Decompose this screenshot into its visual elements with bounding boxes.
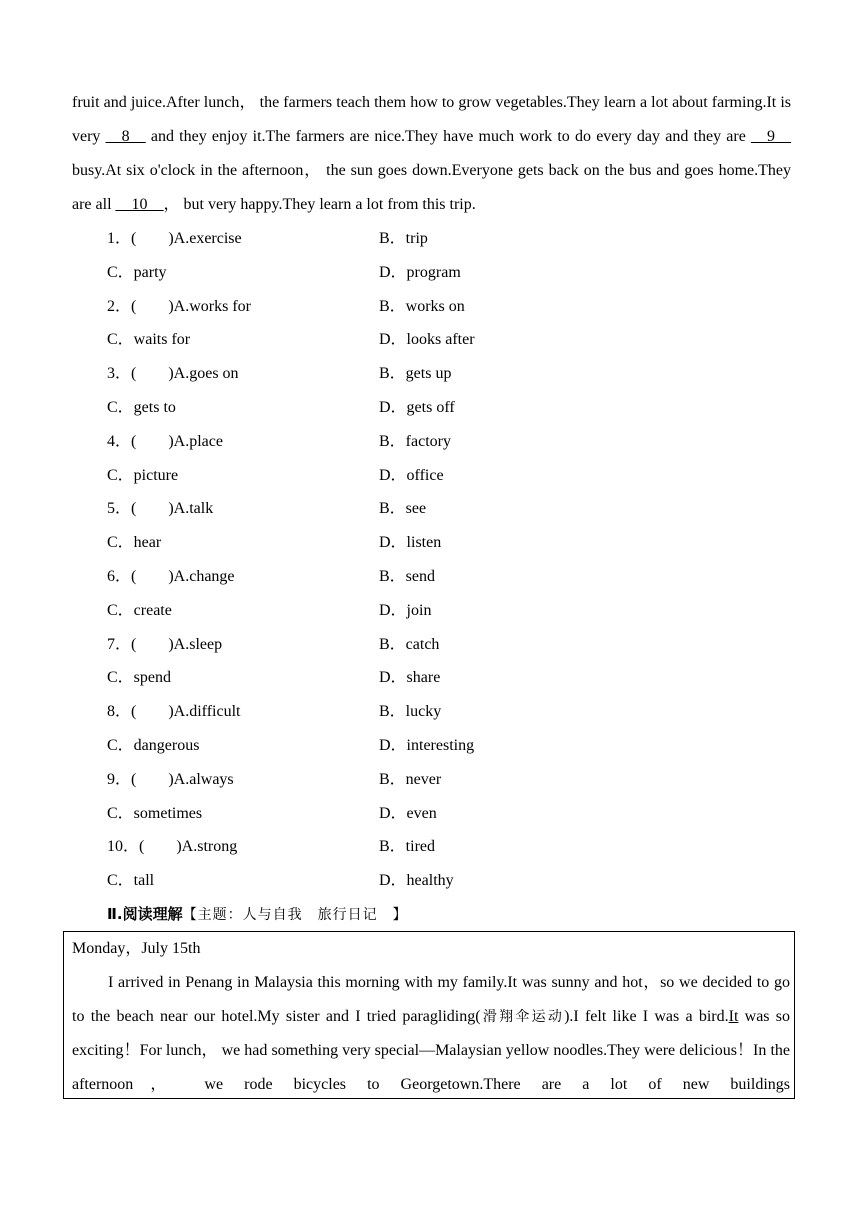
option-c: C．party	[107, 263, 167, 281]
diary-body	[72, 966, 790, 1102]
diary-chinese-gloss: 滑翔伞运动	[480, 1009, 565, 1025]
question-row	[107, 797, 607, 831]
option-c: C．tall	[107, 872, 155, 890]
diary-text-1: I arrived in Penang in Malaysia this morning with my family.It was sunny and hot，so we decided to go to the beach near our hotel.My sister and I tried paragliding(	[72, 974, 791, 1025]
question-option-a: 6．( )A.change	[107, 567, 235, 585]
question-row	[107, 661, 607, 695]
option-b: B．never	[379, 770, 442, 788]
question-options	[107, 222, 607, 898]
option-d: D．interesting	[379, 736, 475, 754]
question-row	[107, 695, 607, 729]
blank-9: __9__	[751, 128, 792, 145]
option-c: C．gets to	[107, 398, 176, 416]
question-option-a: 1．( )A.exercise	[107, 230, 242, 247]
option-c: C．dangerous	[107, 736, 200, 754]
option-b: B．send	[379, 567, 436, 585]
question-option-a: 8．( )A.difficult	[107, 703, 241, 721]
option-d: D．healthy	[379, 872, 454, 890]
option-b: B．tired	[379, 838, 435, 856]
option-c: C．sometimes	[107, 804, 203, 822]
question-row	[107, 222, 607, 256]
question-option-a: 9．( )A.always	[107, 770, 234, 788]
section-heading	[107, 897, 408, 932]
option-b: B．trip	[379, 230, 428, 247]
diary-content	[72, 932, 790, 1102]
diary-box	[63, 931, 795, 1099]
cloze-passage	[72, 86, 791, 222]
question-row	[107, 256, 607, 290]
question-row	[107, 864, 607, 898]
passage-text-2: and they enjoy it.The farmers are nice.They have much work to do every day and they are	[145, 128, 752, 145]
option-b: B．factory	[379, 432, 451, 450]
question-option-a: 2．( )A.works for	[107, 297, 251, 315]
option-b: B．gets up	[379, 365, 452, 383]
question-row	[107, 729, 607, 763]
option-b: B．works on	[379, 297, 465, 315]
option-d: D．share	[379, 669, 441, 687]
option-d: D．looks after	[379, 331, 475, 349]
question-row	[107, 290, 607, 324]
option-d: D．even	[379, 804, 437, 822]
question-row	[107, 560, 607, 594]
question-row	[107, 459, 607, 493]
option-d: D．join	[379, 601, 432, 619]
section-theme: 【主题：人与自我 旅行日记 】	[182, 907, 408, 923]
diary-text-2: ).I felt like I was a bird.	[564, 1008, 729, 1025]
passage-text-4: ， but very happy.They learn a lot from this trip.	[163, 196, 476, 213]
diary-underlined-it: It	[728, 1008, 739, 1025]
question-option-a: 5．( )A.talk	[107, 500, 214, 518]
question-row	[107, 628, 607, 662]
question-option-a: 7．( )A.sleep	[107, 635, 223, 653]
question-row	[107, 763, 607, 797]
question-row	[107, 492, 607, 526]
diary-date: Monday，July 15th	[72, 940, 201, 957]
section-title: Ⅱ.阅读理解	[107, 905, 183, 923]
option-c: C．waits for	[107, 331, 191, 349]
option-d: D．program	[379, 263, 461, 281]
option-d: D．office	[379, 466, 444, 484]
question-row	[107, 357, 607, 391]
option-c: C．hear	[107, 534, 162, 552]
option-b: B．lucky	[379, 703, 442, 721]
passage-text-1: fruit and juice.After lunch， the farmers teach them how to grow vegetables.They learn a lot about farming.It is very	[72, 94, 791, 145]
blank-10: __10__	[115, 196, 164, 213]
question-row	[107, 391, 607, 425]
question-option-a: 4．( )A.place	[107, 432, 223, 450]
option-b: B．catch	[379, 635, 440, 653]
question-row	[107, 830, 607, 864]
question-option-a: 3．( )A.goes on	[107, 365, 239, 383]
option-c: C．create	[107, 601, 172, 619]
option-b: B．see	[379, 500, 427, 518]
question-row	[107, 594, 607, 628]
question-row	[107, 323, 607, 357]
blank-8: __8__	[105, 128, 146, 145]
option-d: D．gets off	[379, 398, 455, 416]
question-option-a: 10．( )A.strong	[107, 838, 238, 856]
option-d: D．listen	[379, 534, 442, 552]
option-c: C．picture	[107, 466, 179, 484]
question-row	[107, 425, 607, 459]
question-row	[107, 526, 607, 560]
option-c: C．spend	[107, 669, 172, 687]
passage-text-3: busy.At six o'clock in the afternoon， the sun goes down.Everyone gets back on the bus and goes home.They are all	[72, 162, 791, 213]
diary-text-3: was so exciting！For lunch， we had something very special—Malaysian yellow noodles.They were delicious！In the afternoon， we rode bicycles to Georgetown.There are a lot of new buildings	[72, 1008, 791, 1093]
